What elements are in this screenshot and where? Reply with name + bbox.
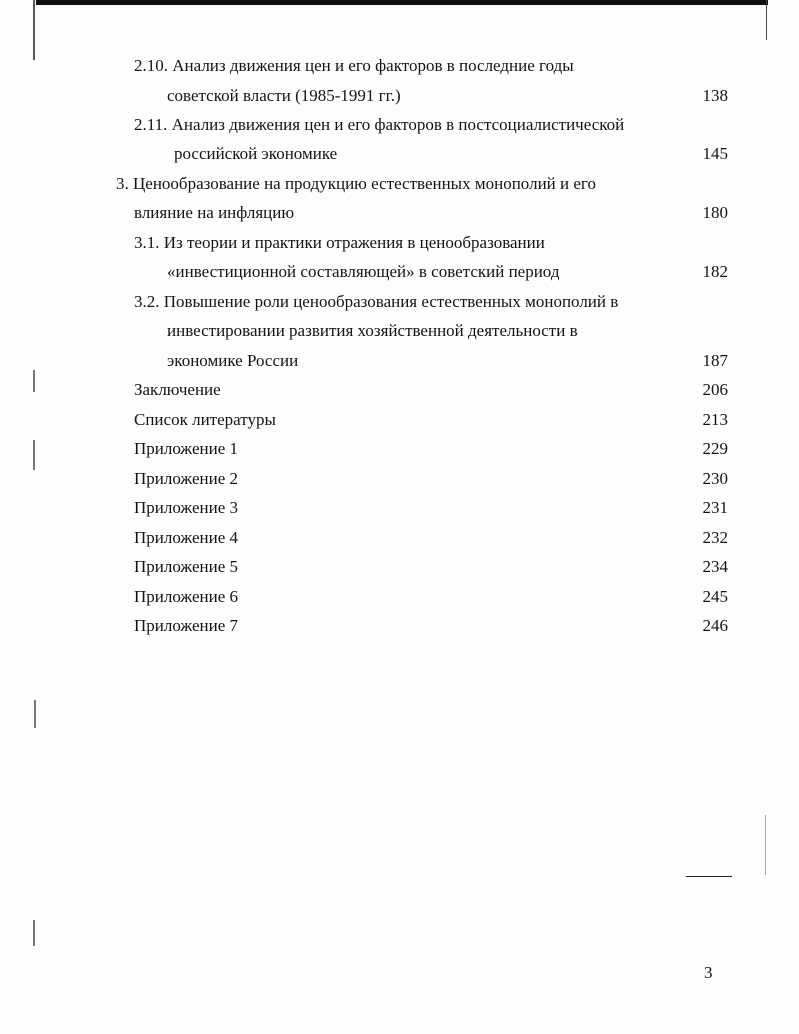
toc-entry[interactable] bbox=[0, 51, 799, 81]
toc-entry[interactable] bbox=[0, 405, 799, 435]
toc-entry-title: Приложение 6 bbox=[134, 587, 238, 606]
toc-page-number: 231 bbox=[702, 498, 728, 517]
toc-entry-title: Приложение 4 bbox=[134, 528, 238, 547]
toc-entry-title: инвестировании развития хозяйственной деятельности в bbox=[167, 321, 578, 340]
toc-page-number: 206 bbox=[702, 380, 728, 399]
toc-entry[interactable] bbox=[0, 582, 799, 612]
toc-page-number: 182 bbox=[702, 262, 728, 281]
toc-entry-title: 3.1. Из теории и практики отражения в ценообразовании bbox=[134, 233, 545, 252]
footnote-divider bbox=[686, 876, 732, 877]
toc-entry-title: Список литературы bbox=[134, 410, 276, 429]
toc-entry-title: Приложение 3 bbox=[134, 498, 238, 517]
toc-entry[interactable] bbox=[0, 611, 799, 641]
toc-entry[interactable] bbox=[0, 316, 799, 346]
toc-entry[interactable] bbox=[0, 139, 799, 169]
toc-page-number: 145 bbox=[702, 144, 728, 163]
toc-entry-title: 3.2. Повышение роли ценообразования естественных монополий в bbox=[134, 292, 619, 311]
toc-entry-title: экономике России bbox=[167, 351, 299, 370]
toc-page-number: 232 bbox=[702, 528, 728, 547]
toc-entry-title: 2.11. Анализ движения цен и его факторов в постсоциалистической bbox=[134, 115, 625, 134]
scan-speck bbox=[33, 920, 35, 946]
toc-page-number: 187 bbox=[702, 351, 728, 370]
toc-entry[interactable] bbox=[0, 493, 799, 523]
toc-entry[interactable] bbox=[0, 257, 799, 287]
scan-speck bbox=[34, 700, 36, 728]
toc-page-number: 229 bbox=[702, 439, 728, 458]
toc-entry[interactable] bbox=[0, 346, 799, 376]
toc-entry[interactable] bbox=[0, 287, 799, 317]
toc-entry-title: Приложение 1 bbox=[134, 439, 238, 458]
toc-page-number: 213 bbox=[702, 410, 728, 429]
toc-page-number: 230 bbox=[702, 469, 728, 488]
toc-page-number: 138 bbox=[702, 86, 728, 105]
toc-entry-title: Приложение 7 bbox=[134, 616, 238, 635]
toc-entry[interactable] bbox=[0, 464, 799, 494]
toc-entry-title: 3. Ценообразование на продукцию естественных монополий и его bbox=[116, 174, 596, 193]
toc-entry[interactable] bbox=[0, 552, 799, 582]
toc-entry[interactable] bbox=[0, 81, 799, 111]
toc-entry-title: Заключение bbox=[134, 380, 221, 399]
toc-entry-title: советской власти (1985-1991 гг.) bbox=[167, 86, 401, 105]
toc-entry[interactable] bbox=[0, 198, 799, 228]
page-number: 3 bbox=[704, 963, 713, 982]
toc-page-number: 180 bbox=[702, 203, 728, 222]
scan-speck bbox=[765, 815, 766, 875]
toc-entry-title: российской экономике bbox=[174, 144, 338, 163]
toc-entry-title: 2.10. Анализ движения цен и его факторов в последние годы bbox=[134, 56, 574, 75]
scan-right-edge bbox=[766, 0, 767, 40]
toc-entry-title: влияние на инфляцию bbox=[134, 203, 295, 222]
toc-entry[interactable] bbox=[0, 523, 799, 553]
toc-entry[interactable] bbox=[0, 169, 799, 199]
toc-page-number: 246 bbox=[702, 616, 728, 635]
toc-entry-title: Приложение 2 bbox=[134, 469, 238, 488]
toc-entry[interactable] bbox=[0, 228, 799, 258]
toc-entry-title: «инвестиционной составляющей» в советский период bbox=[167, 262, 560, 281]
toc-page-number: 245 bbox=[702, 587, 728, 606]
scan-top-edge bbox=[36, 0, 768, 5]
toc-entry-title: Приложение 5 bbox=[134, 557, 238, 576]
toc-entry[interactable] bbox=[0, 110, 799, 140]
toc-page-number: 234 bbox=[702, 557, 728, 576]
toc-entry[interactable] bbox=[0, 375, 799, 405]
toc-entry[interactable] bbox=[0, 434, 799, 464]
